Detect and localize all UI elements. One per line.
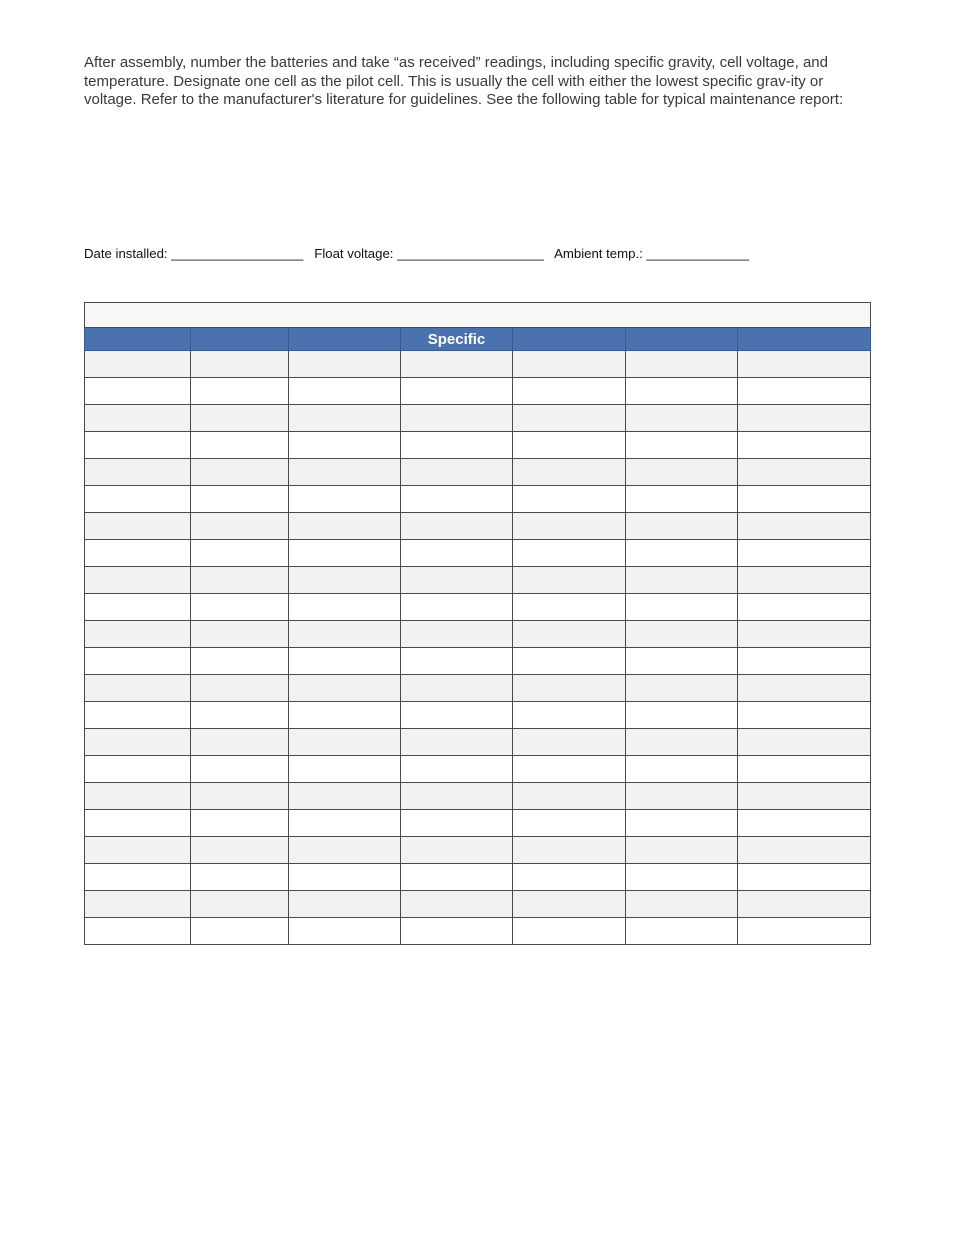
table-cell[interactable] — [289, 540, 401, 567]
table-cell[interactable] — [289, 432, 401, 459]
column-header — [513, 328, 626, 351]
table-cell[interactable] — [85, 567, 191, 594]
table-cell[interactable] — [85, 594, 191, 621]
table-cell[interactable] — [738, 405, 871, 432]
table-cell[interactable] — [289, 405, 401, 432]
intro-paragraph: After assembly, number the batteries and take “as received” readings, including specific gravity, cell voltage, and temperature. Designate one cell as the pilot cell. This is usually the cell with either the lowest specific grav-ity or voltage. Refer to the manufacturer's literature for guidelines. See the following table for typical maintenance report: — [84, 54, 844, 108]
table-cell[interactable] — [738, 540, 871, 567]
table-cell[interactable] — [513, 783, 626, 810]
table-cell[interactable] — [513, 459, 626, 486]
column-header — [289, 328, 401, 351]
table-cell[interactable] — [513, 405, 626, 432]
table-cell[interactable] — [738, 648, 871, 675]
table-cell[interactable] — [191, 729, 289, 756]
table-cell[interactable] — [626, 675, 738, 702]
table-cell[interactable] — [191, 621, 289, 648]
table-cell[interactable] — [401, 351, 513, 378]
table-cell[interactable] — [191, 864, 289, 891]
table-cell[interactable] — [626, 486, 738, 513]
table-cell[interactable] — [513, 486, 626, 513]
table-cell[interactable] — [513, 918, 626, 945]
table-row — [85, 351, 871, 378]
table-cell[interactable] — [85, 810, 191, 837]
table-cell[interactable] — [289, 621, 401, 648]
table-row — [85, 594, 871, 621]
table-cell[interactable] — [289, 567, 401, 594]
column-header — [85, 328, 191, 351]
table-cell[interactable] — [401, 837, 513, 864]
table-cell[interactable] — [289, 729, 401, 756]
table-cell[interactable] — [289, 837, 401, 864]
table-cell[interactable] — [85, 459, 191, 486]
table-cell[interactable] — [191, 486, 289, 513]
table-row — [85, 702, 871, 729]
table-cell[interactable] — [401, 486, 513, 513]
table-row — [85, 540, 871, 567]
table-cell[interactable] — [738, 459, 871, 486]
table-cell[interactable] — [85, 648, 191, 675]
table-cell[interactable] — [289, 918, 401, 945]
table-cell[interactable] — [626, 378, 738, 405]
table-cell[interactable] — [513, 594, 626, 621]
table-cell[interactable] — [85, 756, 191, 783]
table-cell[interactable] — [401, 378, 513, 405]
table-cell[interactable] — [626, 864, 738, 891]
table-cell[interactable] — [191, 459, 289, 486]
table-cell[interactable] — [85, 837, 191, 864]
table-cell[interactable] — [289, 594, 401, 621]
date-installed-field[interactable]: Date installed: __________________ — [84, 246, 304, 261]
table-cell[interactable] — [401, 567, 513, 594]
table-cell[interactable] — [85, 783, 191, 810]
table-row — [85, 729, 871, 756]
table-cell[interactable] — [191, 378, 289, 405]
table-row — [85, 648, 871, 675]
table-row — [85, 567, 871, 594]
table-cell[interactable] — [401, 756, 513, 783]
table-cell[interactable] — [626, 594, 738, 621]
table-cell[interactable] — [626, 351, 738, 378]
table-cell[interactable] — [626, 540, 738, 567]
table-row — [85, 810, 871, 837]
table-cell[interactable] — [85, 351, 191, 378]
ambient-temp-field[interactable]: Ambient temp.: ______________ — [554, 246, 750, 261]
table-cell[interactable] — [626, 783, 738, 810]
table-cell[interactable] — [738, 810, 871, 837]
table-row — [85, 918, 871, 945]
table-cell[interactable] — [626, 918, 738, 945]
table-cell[interactable] — [738, 621, 871, 648]
table-cell[interactable] — [401, 675, 513, 702]
table-cell[interactable] — [289, 864, 401, 891]
table-row — [85, 891, 871, 918]
table-cell[interactable] — [85, 540, 191, 567]
table-row — [85, 459, 871, 486]
table-cell[interactable] — [401, 864, 513, 891]
column-header-specific: Specific — [401, 328, 513, 351]
table-row — [85, 837, 871, 864]
table-cell[interactable] — [85, 702, 191, 729]
table-row — [85, 378, 871, 405]
table-cell[interactable] — [191, 648, 289, 675]
table-cell[interactable] — [401, 621, 513, 648]
table-cell[interactable] — [191, 432, 289, 459]
table-cell[interactable] — [401, 459, 513, 486]
table-cell[interactable] — [401, 405, 513, 432]
table-cell[interactable] — [513, 837, 626, 864]
table-row — [85, 432, 871, 459]
table-row — [85, 783, 871, 810]
table-cell[interactable] — [289, 702, 401, 729]
table-cell[interactable] — [738, 675, 871, 702]
table-cell[interactable] — [85, 918, 191, 945]
table-cell[interactable] — [191, 513, 289, 540]
table-cell[interactable] — [191, 675, 289, 702]
table-cell[interactable] — [738, 756, 871, 783]
table-header-row — [85, 328, 871, 351]
table-cell[interactable] — [191, 837, 289, 864]
table-cell[interactable] — [513, 810, 626, 837]
float-voltage-field[interactable]: Float voltage: ____________________ — [314, 246, 544, 261]
table-cell[interactable] — [626, 459, 738, 486]
table-cell[interactable] — [626, 729, 738, 756]
table-cell[interactable] — [289, 459, 401, 486]
table-cell[interactable] — [513, 864, 626, 891]
table-row — [85, 675, 871, 702]
table-caption — [85, 303, 871, 328]
table-cell[interactable] — [85, 675, 191, 702]
table-cell[interactable] — [626, 891, 738, 918]
table-row — [85, 621, 871, 648]
table-cell[interactable] — [191, 702, 289, 729]
table-cell[interactable] — [191, 567, 289, 594]
table-cell[interactable] — [513, 729, 626, 756]
table-cell[interactable] — [626, 810, 738, 837]
table-cell[interactable] — [401, 918, 513, 945]
report-fields — [84, 246, 749, 261]
table-row — [85, 756, 871, 783]
table-cell[interactable] — [626, 837, 738, 864]
table-cell[interactable] — [738, 351, 871, 378]
table-cell[interactable] — [401, 540, 513, 567]
table-cell[interactable] — [191, 891, 289, 918]
table-cell[interactable] — [85, 729, 191, 756]
table-cell[interactable] — [513, 702, 626, 729]
table-cell[interactable] — [626, 756, 738, 783]
table-cell[interactable] — [738, 567, 871, 594]
table-cell[interactable] — [513, 891, 626, 918]
table-cell[interactable] — [85, 621, 191, 648]
table-cell[interactable] — [738, 864, 871, 891]
table-cell[interactable] — [191, 783, 289, 810]
table-cell[interactable] — [191, 756, 289, 783]
table-cell[interactable] — [626, 513, 738, 540]
table-cell[interactable] — [289, 513, 401, 540]
column-header — [191, 328, 289, 351]
table-cell[interactable] — [289, 378, 401, 405]
table-cell[interactable] — [191, 405, 289, 432]
table-cell[interactable] — [738, 378, 871, 405]
table-cell[interactable] — [289, 486, 401, 513]
table-cell[interactable] — [289, 351, 401, 378]
table-cell[interactable] — [738, 783, 871, 810]
table-cell[interactable] — [401, 648, 513, 675]
table-cell[interactable] — [738, 729, 871, 756]
table-cell[interactable] — [191, 918, 289, 945]
table-cell[interactable] — [513, 513, 626, 540]
table-cell[interactable] — [513, 567, 626, 594]
table-cell[interactable] — [401, 432, 513, 459]
table-cell[interactable] — [626, 432, 738, 459]
table-cell[interactable] — [626, 648, 738, 675]
table-cell[interactable] — [738, 594, 871, 621]
table-cell[interactable] — [513, 432, 626, 459]
table-cell[interactable] — [85, 864, 191, 891]
table-cell[interactable] — [626, 702, 738, 729]
table-cell[interactable] — [289, 675, 401, 702]
column-header — [626, 328, 738, 351]
table-cell[interactable] — [401, 702, 513, 729]
table-cell[interactable] — [513, 378, 626, 405]
table-cell[interactable] — [85, 513, 191, 540]
table-cell[interactable] — [401, 783, 513, 810]
table-cell[interactable] — [289, 783, 401, 810]
table-cell[interactable] — [513, 621, 626, 648]
table-cell[interactable] — [289, 648, 401, 675]
table-cell[interactable] — [289, 891, 401, 918]
table-cell[interactable] — [738, 891, 871, 918]
table-cell[interactable] — [513, 540, 626, 567]
table-cell[interactable] — [626, 567, 738, 594]
table-cell[interactable] — [401, 891, 513, 918]
table-row — [85, 486, 871, 513]
table-cell[interactable] — [191, 351, 289, 378]
table-cell[interactable] — [191, 810, 289, 837]
maintenance-report-table — [84, 302, 871, 945]
table-row — [85, 513, 871, 540]
table-cell[interactable] — [289, 810, 401, 837]
table-cell[interactable] — [401, 810, 513, 837]
table-cell[interactable] — [513, 351, 626, 378]
table-cell[interactable] — [401, 729, 513, 756]
table-cell[interactable] — [738, 702, 871, 729]
table-cell[interactable] — [85, 891, 191, 918]
table-cell[interactable] — [738, 486, 871, 513]
table-cell[interactable] — [401, 594, 513, 621]
column-header — [738, 328, 871, 351]
table-cell[interactable] — [85, 378, 191, 405]
table-cell[interactable] — [513, 675, 626, 702]
table-cell[interactable] — [738, 918, 871, 945]
table-cell[interactable] — [738, 513, 871, 540]
table-cell[interactable] — [626, 405, 738, 432]
table-caption-row — [85, 303, 871, 328]
table-cell[interactable] — [626, 621, 738, 648]
table-cell[interactable] — [513, 756, 626, 783]
table-row — [85, 864, 871, 891]
table-cell[interactable] — [191, 540, 289, 567]
table-cell[interactable] — [738, 432, 871, 459]
table-cell[interactable] — [289, 756, 401, 783]
table-cell[interactable] — [85, 405, 191, 432]
table-cell[interactable] — [191, 594, 289, 621]
table-cell[interactable] — [85, 432, 191, 459]
table-cell[interactable] — [401, 513, 513, 540]
table-row — [85, 405, 871, 432]
table-cell[interactable] — [513, 648, 626, 675]
table-cell[interactable] — [738, 837, 871, 864]
table-cell[interactable] — [85, 486, 191, 513]
